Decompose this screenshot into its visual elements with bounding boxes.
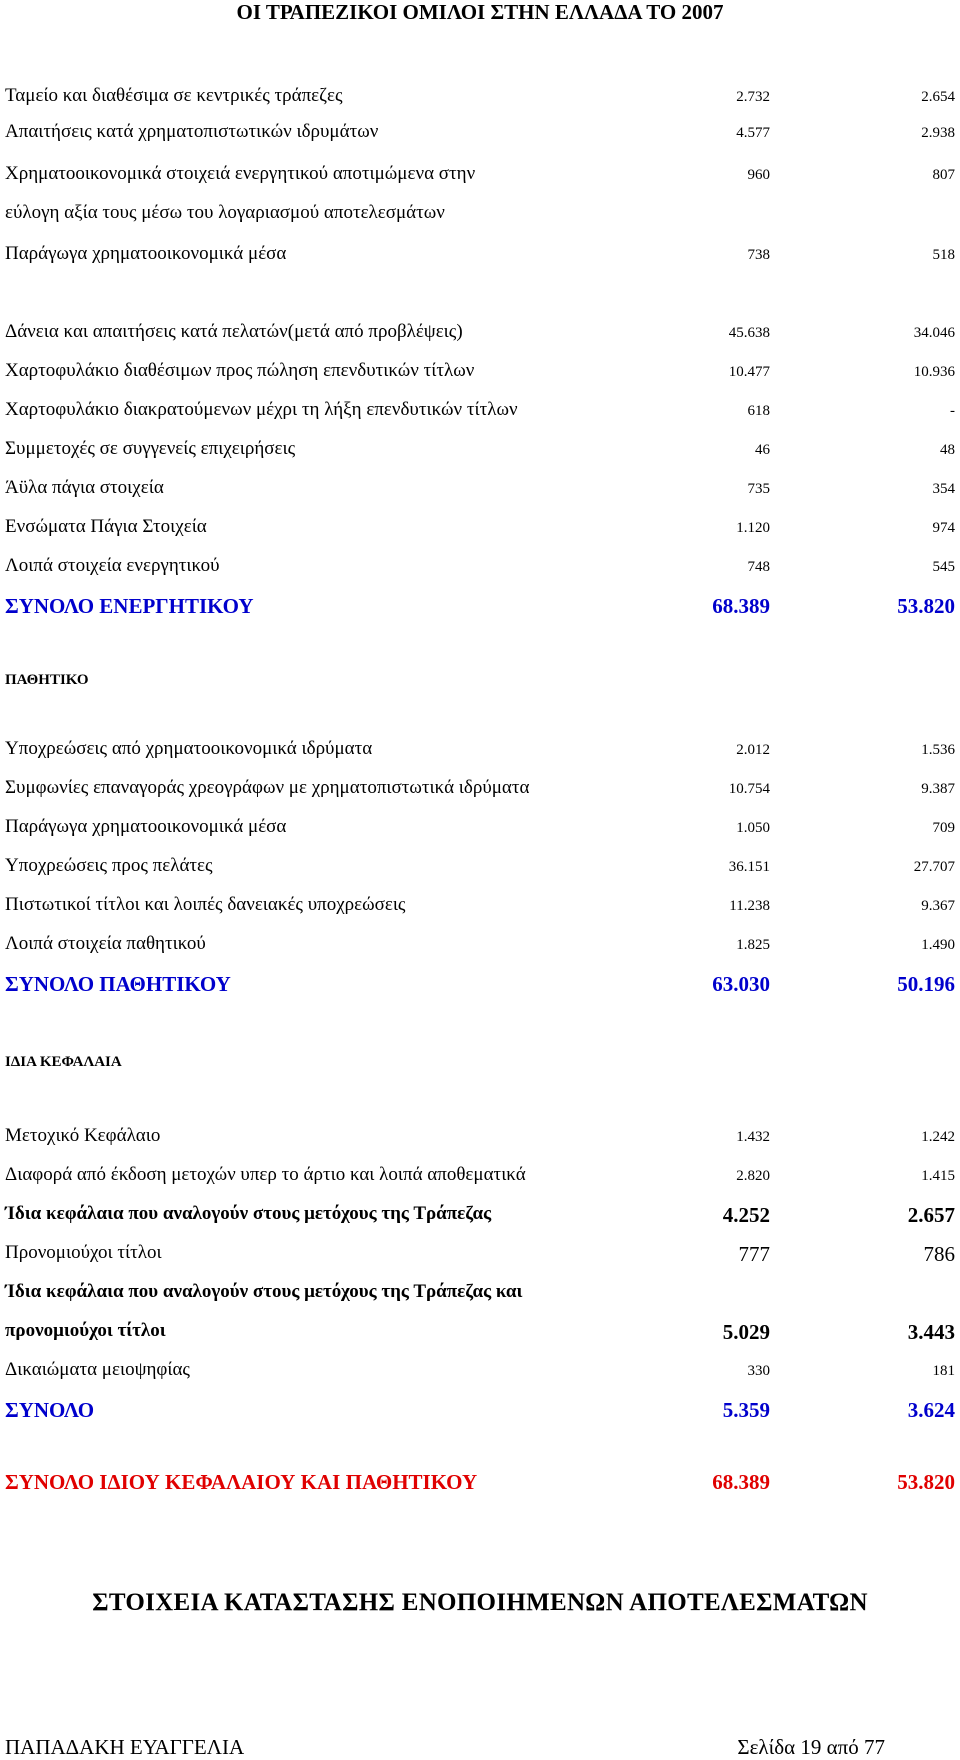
table-row xyxy=(5,438,295,460)
grand-total-2006: 53.820 xyxy=(897,1470,955,1494)
assets-total-label: ΣΥΝΟΛΟ ΕΝΕΡΓΗΤΙΚΟΥ xyxy=(5,594,254,618)
row-label: Προνομιούχοι τίτλοι xyxy=(5,1242,162,1263)
row-label: Συμμετοχές σε συγγενείς επιχειρήσεις xyxy=(5,438,296,459)
value-2006: 786 xyxy=(923,1242,955,1266)
value-2006: 34.046 xyxy=(913,325,955,341)
table-row xyxy=(5,1164,526,1186)
value-2006: 1.536 xyxy=(921,742,955,758)
row-label: Συμφωνίες επαναγοράς χρεογράφων με χρηματοπιστωτικά ιδρύματα xyxy=(5,777,530,798)
value-2007: 10.754 xyxy=(728,781,770,797)
liabilities-total-2006: 50.196 xyxy=(897,972,955,996)
value-2007: 738 xyxy=(747,247,770,263)
table-row xyxy=(5,243,286,265)
equity-total-2007: 5.359 xyxy=(722,1398,770,1422)
table-row xyxy=(5,555,220,577)
value-2006: - xyxy=(950,403,955,419)
page-title: ΟΙ ΤΡΑΠΕΖΙΚΟΙ ΟΜΙΛΟΙ ΣΤΗΝ ΕΛΛΑΔΑ ΤΟ 2007 xyxy=(236,0,724,24)
value-2006: 807 xyxy=(932,167,955,183)
value-2006: 545 xyxy=(932,559,955,575)
row-label: Διαφορά από έκδοση μετοχών υπερ το άρτιο και λοιπά αποθεματικά xyxy=(5,1164,526,1185)
row-label: προνομιούχοι τίτλοι xyxy=(5,1320,166,1341)
equity-total-2006: 3.624 xyxy=(907,1398,955,1422)
table-row xyxy=(5,163,475,185)
table-row-continuation xyxy=(5,1281,522,1303)
equity-total-row xyxy=(5,1398,94,1423)
assets-total-2007: 68.389 xyxy=(712,594,770,618)
value-2006: 2.654 xyxy=(921,89,955,105)
liabilities-total-row xyxy=(5,972,231,997)
value-2006: 709 xyxy=(932,820,955,836)
row-label: Ίδια κεφάλαια που αναλογούν στους μετόχους της Τράπεζας και xyxy=(5,1281,523,1302)
value-2007: 45.638 xyxy=(728,325,770,341)
value-2006: 518 xyxy=(932,247,955,263)
table-row xyxy=(5,894,405,916)
value-2006: 3.443 xyxy=(907,1320,955,1344)
table-row xyxy=(5,477,164,499)
row-label: Παράγωγα χρηματοοικονομικά μέσα xyxy=(5,243,287,264)
row-label: Χαρτοφυλάκιο διακρατούμενων μέχρι τη λήξη επενδυτικών τίτλων xyxy=(5,399,518,420)
value-2006: 1.242 xyxy=(921,1129,955,1145)
table-row xyxy=(5,777,529,799)
footer-page-number: Σελίδα 19 από 77 xyxy=(737,1735,885,1759)
value-2006: 2.657 xyxy=(907,1203,955,1227)
row-label: Χαρτοφυλάκιο διαθέσιμων προς πώληση επενδυτικών τίτλων xyxy=(5,360,475,381)
row-label: Υποχρεώσεις προς πελάτες xyxy=(5,855,213,876)
row-label: Υποχρεώσεις από χρηματοοικονομικά ιδρύματα xyxy=(5,738,373,759)
liabilities-total-2007: 63.030 xyxy=(712,972,770,996)
value-2006: 1.415 xyxy=(921,1168,955,1184)
table-row xyxy=(5,738,372,760)
value-2007: 330 xyxy=(747,1363,770,1379)
table-row xyxy=(5,816,286,838)
table-row-subtotal xyxy=(5,1320,166,1342)
value-2007: 2.820 xyxy=(736,1168,770,1184)
value-2007: 2.732 xyxy=(736,89,770,105)
footer-author: ΠΑΠΑΔΑΚΗ ΕΥΑΓΓΕΛΙΑ xyxy=(5,1735,245,1759)
table-row xyxy=(5,321,463,343)
table-row-subtotal xyxy=(5,1203,491,1225)
table-row xyxy=(5,399,518,421)
value-2007: 735 xyxy=(747,481,770,497)
row-label: Λοιπά στοιχεία παθητικού xyxy=(5,933,206,954)
table-row xyxy=(5,516,207,538)
value-2007: 4.577 xyxy=(736,125,770,141)
table-row xyxy=(5,855,213,877)
value-2007: 618 xyxy=(747,403,770,419)
row-label: Ενσώματα Πάγια Στοιχεία xyxy=(5,516,207,537)
value-2006: 10.936 xyxy=(913,364,955,380)
row-label: Χρηματοοικονομικά στοιχειά ενεργητικού αποτιμώμενα στην xyxy=(5,163,476,184)
value-2006: 181 xyxy=(932,1363,955,1379)
row-label: Ίδια κεφάλαια που αναλογούν στους μετόχους της Τράπεζας xyxy=(5,1203,492,1224)
value-2007: 960 xyxy=(747,167,770,183)
value-2007: 1.432 xyxy=(736,1129,770,1145)
row-label: Πιστωτικοί τίτλοι και λοιπές δανειακές υποχρεώσεις xyxy=(5,894,406,915)
value-2006: 48 xyxy=(940,442,955,458)
value-2006: 9.367 xyxy=(921,898,955,914)
equity-total-label: ΣΥΝΟΛΟ xyxy=(5,1398,95,1422)
table-row xyxy=(5,1125,160,1147)
grand-total-label: ΣΥΝΟΛΟ ΙΔΙΟΥ ΚΕΦΑΛΑΙΟΥ ΚΑΙ ΠΑΘΗΤΙΚΟΥ xyxy=(5,1470,478,1494)
value-2007: 10.477 xyxy=(728,364,770,380)
table-row xyxy=(5,933,206,955)
value-2007: 777 xyxy=(738,1242,770,1266)
value-2007: 1.050 xyxy=(736,820,770,836)
liabilities-total-label: ΣΥΝΟΛΟ ΠΑΘΗΤΙΚΟΥ xyxy=(5,972,231,996)
results-section-title: ΣΤΟΙΧΕΙΑ ΚΑΤΑΣΤΑΣΗΣ ΕΝΟΠΟΙΗΜΕΝΩΝ ΑΠΟΤΕΛΕΣΜΑΤΩΝ xyxy=(92,1589,868,1616)
value-2006: 1.490 xyxy=(921,937,955,953)
row-label: Απαιτήσεις κατά χρηματοπιστωτικών ιδρυμάτων xyxy=(5,121,379,142)
grand-total-row xyxy=(5,1470,477,1495)
row-label: Άϋλα πάγια στοιχεία xyxy=(5,477,164,498)
value-2006: 27.707 xyxy=(913,859,955,875)
value-2007: 1.825 xyxy=(736,937,770,953)
row-label: Δάνεια και απαιτήσεις κατά πελατών(μετά από προβλέψεις) xyxy=(5,321,463,342)
value-2007: 2.012 xyxy=(736,742,770,758)
table-row xyxy=(5,360,474,382)
row-label: Λοιπά στοιχεία ενεργητικού xyxy=(5,555,220,576)
equity-heading: ΙΔΙΑ ΚΕΦΑΛΑΙΑ xyxy=(5,1054,122,1070)
row-label: Μετοχικό Κεφάλαιο xyxy=(5,1125,161,1146)
value-2007: 46 xyxy=(755,442,770,458)
row-label: εύλογη αξία τους μέσω του λογαριασμού αποτελεσμάτων xyxy=(5,202,445,223)
table-row xyxy=(5,1242,162,1264)
value-2007: 5.029 xyxy=(722,1320,770,1344)
value-2007: 4.252 xyxy=(722,1203,770,1227)
table-row xyxy=(5,121,378,143)
table-row-continuation xyxy=(5,202,445,224)
liabilities-heading: ΠΑΘΗΤΙΚΟ xyxy=(5,672,89,688)
table-row xyxy=(5,1359,190,1381)
value-2007: 1.120 xyxy=(736,520,770,536)
table-row xyxy=(5,85,343,107)
value-2007: 36.151 xyxy=(728,859,770,875)
row-label: Παράγωγα χρηματοοικονομικά μέσα xyxy=(5,816,287,837)
value-2006: 9.387 xyxy=(921,781,955,797)
value-2006: 974 xyxy=(932,520,955,536)
value-2006: 354 xyxy=(932,481,955,497)
value-2007: 11.238 xyxy=(729,898,770,914)
row-label: Δικαιώματα μειοψηφίας xyxy=(5,1359,190,1380)
value-2006: 2.938 xyxy=(921,125,955,141)
grand-total-2007: 68.389 xyxy=(712,1470,770,1494)
assets-total-row xyxy=(5,594,254,619)
row-label: Ταμείο και διαθέσιμα σε κεντρικές τράπεζες xyxy=(5,85,343,106)
value-2007: 748 xyxy=(747,559,770,575)
assets-total-2006: 53.820 xyxy=(897,594,955,618)
